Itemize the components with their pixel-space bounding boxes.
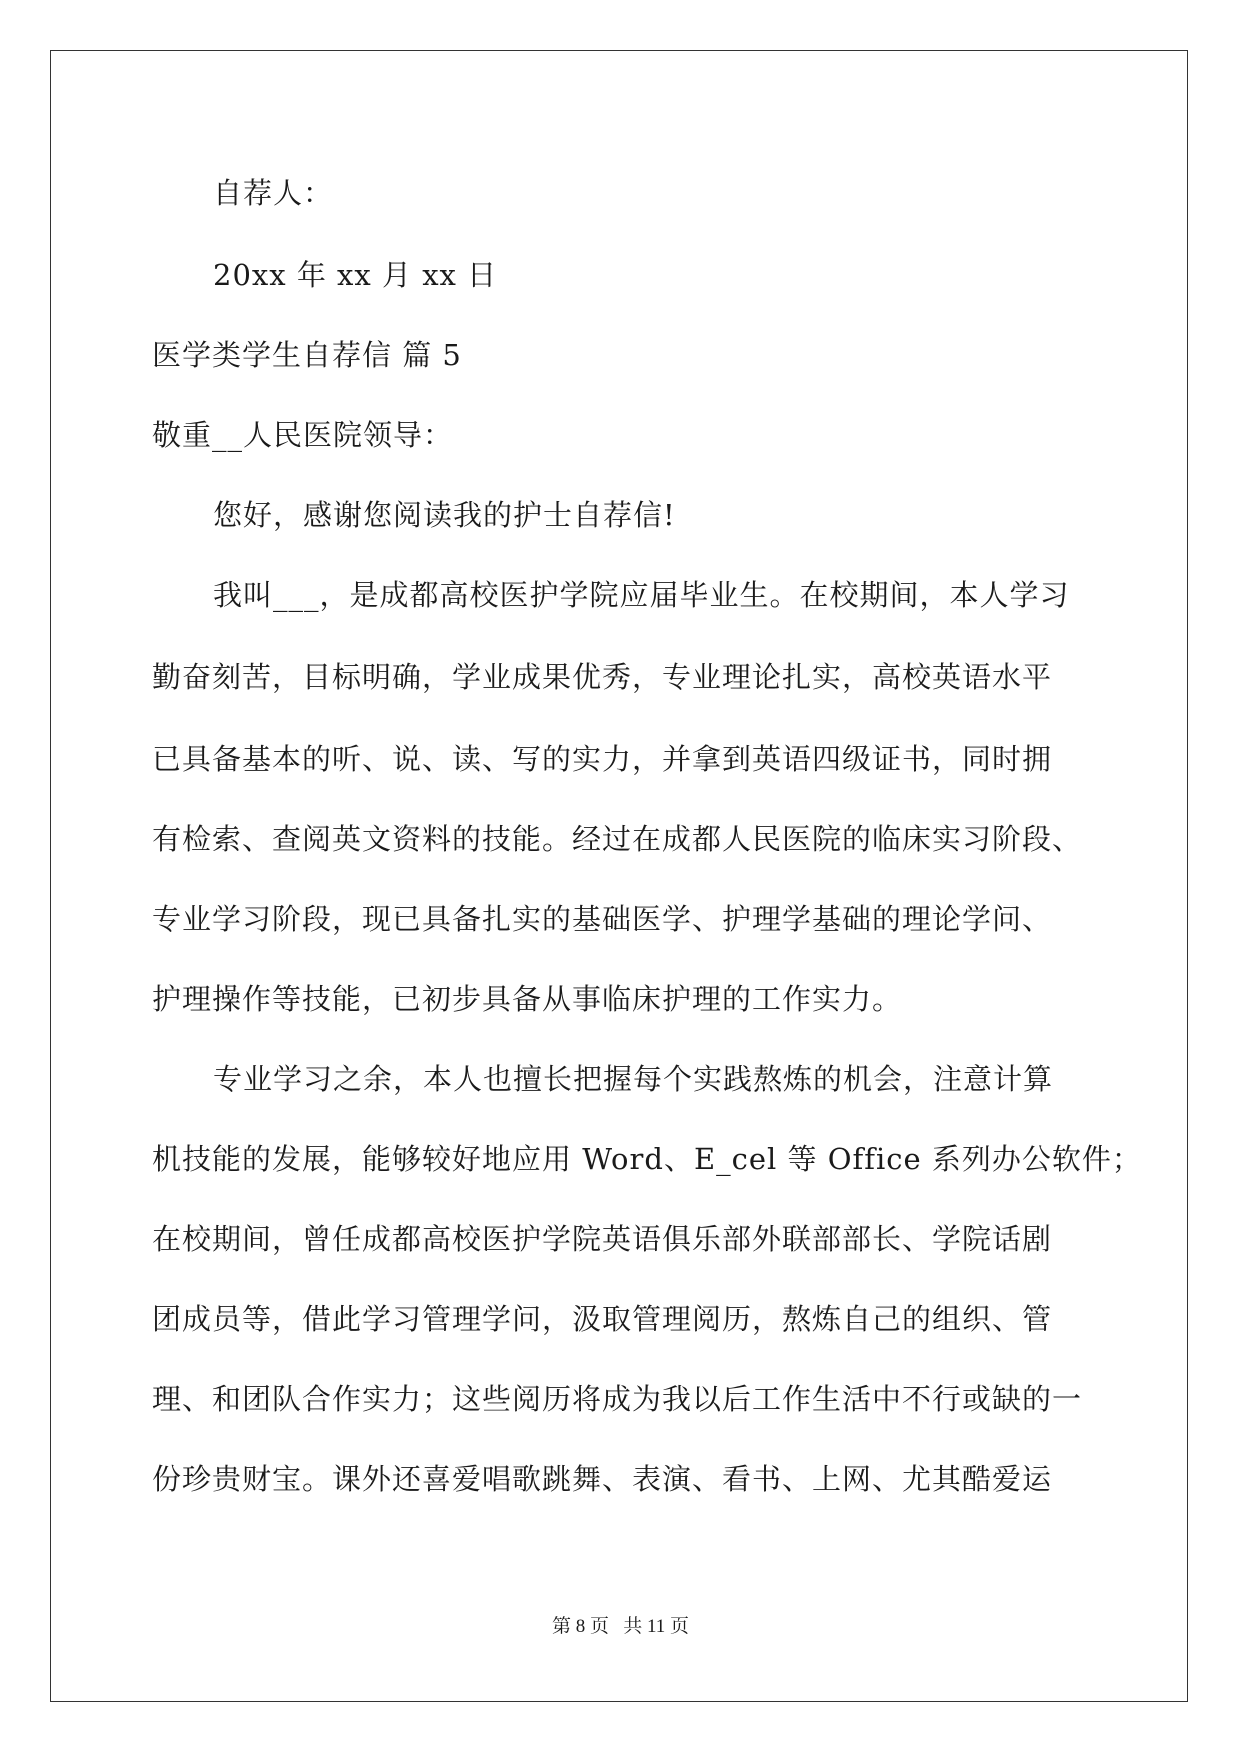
- page-number-footer: 第 8 页 共 11 页: [551, 1616, 690, 1637]
- body-line: 专业学习阶段，现已具备扎实的基础医学、护理学基础的理论学问、: [152, 902, 1053, 936]
- body-line: 勤奋刻苦，目标明确，学业成果优秀，专业理论扎实，高校英语水平: [152, 660, 1053, 694]
- body-line: 在校期间，曾任成都高校医护学院英语俱乐部外联部部长、学院话剧: [152, 1222, 1053, 1256]
- body-line: 理、和团队合作实力；这些阅历将成为我以后工作生活中不行或缺的一: [152, 1382, 1083, 1416]
- greeting: 您好，感谢您阅读我的护士自荐信!: [213, 498, 676, 532]
- body-line: 团成员等，借此学习管理学问，汲取管理阅历，熬炼自己的组织、管: [152, 1302, 1053, 1336]
- section-title: 医学类学生自荐信 篇 5: [152, 338, 462, 372]
- body-line: 机技能的发展，能够较好地应用 Word、E_cel 等 Office 系列办公软件；: [152, 1142, 1142, 1176]
- body-line: 护理操作等技能，已初步具备从事临床护理的工作实力。: [152, 982, 903, 1016]
- body-line: 份珍贵财宝。课外还喜爱唱歌跳舞、表演、看书、上网、尤其酷爱运: [152, 1462, 1053, 1496]
- body-line: 已具备基本的听、说、读、写的实力，并拿到英语四级证书，同时拥: [152, 742, 1053, 776]
- date-line: 20xx 年 xx 月 xx 日: [213, 258, 498, 292]
- body-line: 有检索、查阅英文资料的技能。经过在成都人民医院的临床实习阶段、: [152, 822, 1083, 856]
- page-border: [50, 50, 1188, 1702]
- signature-label: 自荐人：: [213, 176, 334, 210]
- body-line: 专业学习之余，本人也擅长把握每个实践熬炼的机会，注意计算: [213, 1062, 1054, 1096]
- salutation: 敬重__人民医院领导：: [152, 418, 454, 452]
- body-line: 我叫___，是成都高校医护学院应届毕业生。在校期间，本人学习: [213, 578, 1070, 612]
